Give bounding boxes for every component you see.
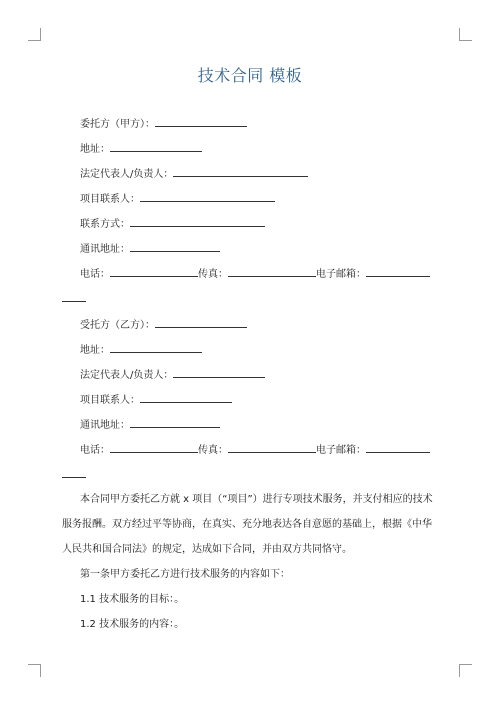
- party-a-email-field-continuation: [62, 301, 86, 302]
- corner-mark-top-right: [459, 28, 472, 41]
- party-b-project-contact-row: [80, 392, 232, 408]
- party-b-trustee-label: 受托方（乙方）：: [80, 320, 155, 331]
- party-b-phone-fax-email-row: [80, 442, 430, 458]
- party-a-legal-rep-field[interactable]: [173, 166, 308, 177]
- party-b-phone-field[interactable]: [110, 442, 198, 453]
- party-a-email-label: 电子邮箱：: [316, 269, 366, 280]
- party-a-mailing-address-row: [80, 241, 220, 257]
- party-a-address-field[interactable]: [110, 141, 202, 152]
- party-a-project-contact-field[interactable]: [140, 191, 275, 202]
- party-a-client-row: [80, 116, 247, 132]
- party-a-fax-label: 传真：: [198, 269, 228, 280]
- party-b-project-contact-field[interactable]: [140, 392, 232, 403]
- party-b-legal-rep-field[interactable]: [173, 367, 265, 378]
- item-1-2: 1.2 技术服务的内容：。: [80, 619, 185, 630]
- party-b-fax-field[interactable]: [228, 442, 316, 453]
- party-b-legal-rep-row: [80, 367, 265, 383]
- party-a-contact-method-field[interactable]: [130, 216, 265, 227]
- party-a-phone-field[interactable]: [110, 266, 198, 277]
- party-a-mailing-address-field[interactable]: [130, 241, 220, 252]
- party-b-email-field[interactable]: [366, 442, 430, 453]
- party-a-email-field[interactable]: [366, 266, 430, 277]
- party-a-contact-method-label: 联系方式：: [80, 219, 130, 230]
- party-b-trustee-field[interactable]: [155, 317, 247, 328]
- party-a-contact-method-row: [80, 216, 265, 232]
- document-title: 技术合同 模板: [197, 66, 303, 85]
- party-a-project-contact-label: 项目联系人：: [80, 194, 140, 205]
- party-b-mailing-address-row: [80, 417, 220, 433]
- party-b-phone-label: 电话：: [80, 445, 110, 456]
- paragraph-1-line-1: 本合同甲方委托乙方就 x 项目（“项目”）进行专项技术服务，并支付相应的技术: [80, 494, 433, 505]
- party-b-mailing-address-field[interactable]: [130, 417, 220, 428]
- party-b-trustee-row: [80, 317, 247, 333]
- party-a-legal-rep-label: 法定代表人/负责人：: [80, 169, 174, 180]
- paragraph-1-line-2: 服务报酬。双方经过平等协商，在真实、充分地表达各自意愿的基础上，根据《中华: [62, 519, 432, 530]
- party-b-mailing-address-label: 通讯地址：: [80, 420, 130, 431]
- corner-mark-bottom-right: [459, 664, 472, 677]
- party-b-email-label: 电子邮箱：: [316, 445, 366, 456]
- party-b-legal-rep-label: 法定代表人/负责人：: [80, 370, 174, 381]
- party-a-mailing-address-label: 通讯地址：: [80, 244, 130, 255]
- party-a-address-label: 地址：: [80, 144, 110, 155]
- party-b-address-field[interactable]: [110, 342, 202, 353]
- party-b-address-row: [80, 342, 202, 358]
- paragraph-1-line-3: 人民共和国合同法》的规定，达成如下合同，并由双方共同恪守。: [62, 544, 352, 555]
- party-a-client-field[interactable]: [155, 116, 247, 127]
- corner-mark-top-left: [28, 28, 41, 41]
- party-a-phone-label: 电话：: [80, 269, 110, 280]
- party-a-legal-rep-row: [80, 166, 308, 182]
- corner-mark-bottom-left: [28, 664, 41, 677]
- article-1-heading: 第一条甲方委托乙方进行技术服务的内容如下：: [80, 569, 290, 580]
- party-a-phone-fax-email-row: [80, 266, 430, 282]
- party-b-project-contact-label: 项目联系人：: [80, 395, 140, 406]
- party-a-address-row: [80, 141, 202, 157]
- party-a-fax-field[interactable]: [228, 266, 316, 277]
- item-1-1: 1.1 技术服务的目标：。: [80, 594, 185, 605]
- party-b-address-label: 地址：: [80, 345, 110, 356]
- party-b-email-field-continuation: [62, 477, 86, 478]
- party-b-fax-label: 传真：: [198, 445, 228, 456]
- party-a-client-label: 委托方（甲方）：: [80, 119, 155, 130]
- party-a-project-contact-row: [80, 191, 275, 207]
